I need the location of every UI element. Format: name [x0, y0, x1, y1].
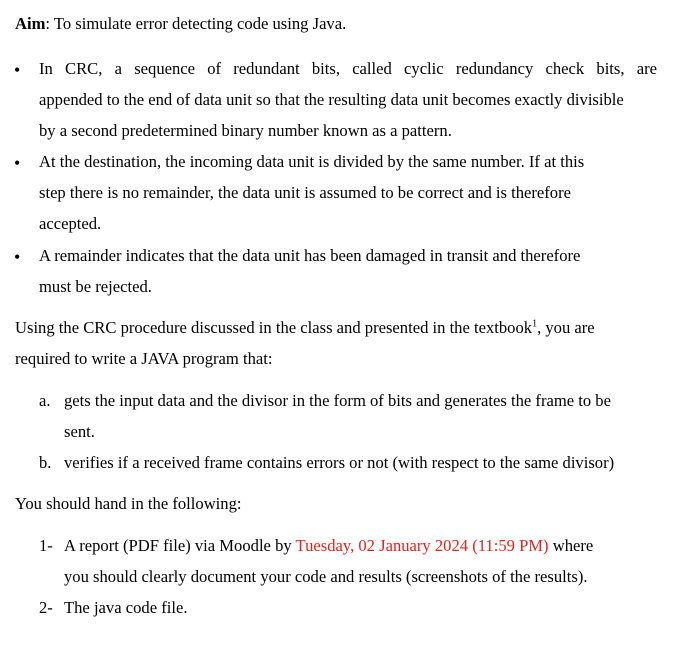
cutoff-text-fragment: [38, 636, 658, 645]
bullet-1-line-2: appended to the end of data unit so that the resulting data unit becomes exactly divisible: [39, 90, 624, 109]
aim-text: : To simulate error detecting code using Java.: [45, 14, 347, 33]
task-b-marker: b.: [39, 453, 52, 472]
aim-label: Aim: [15, 14, 46, 33]
bullet-3-line-2: must be rejected.: [39, 277, 152, 296]
bullet-dot: •: [14, 60, 21, 80]
paragraph-line-2: required to write a JAVA program that:: [15, 349, 273, 368]
task-a-line-2: sent.: [64, 422, 95, 441]
bullet-2-line-3: accepted.: [39, 214, 102, 233]
handin-item-1-end: where: [548, 536, 594, 555]
handin-intro: You should hand in the following:: [15, 494, 242, 513]
handin-item-1-line-1: [64, 536, 593, 556]
handin-item-1-text: A report (PDF file) via Moodle by: [64, 536, 296, 555]
bullet-dot: •: [14, 247, 21, 267]
paragraph-line-1: [15, 318, 595, 338]
task-b-line-1: verifies if a received frame contains errors or not (with respect to the same divisor): [64, 453, 615, 472]
handin-item-1-marker: 1-: [39, 536, 53, 555]
paragraph-line-1-text: Using the CRC procedure discussed in the class and presented in the textbook: [15, 318, 533, 337]
bullet-1-line-3: by a second predetermined binary number known as a pattern.: [39, 121, 452, 140]
paragraph-line-1-end: , you are: [537, 318, 595, 337]
aim-line: [15, 14, 346, 34]
handin-item-2-text: The java code file.: [64, 598, 188, 617]
bullet-dot: •: [14, 153, 21, 173]
bullet-3-line-1: A remainder indicates that the data unit has been damaged in transit and therefore: [39, 246, 581, 265]
bullet-1-line-1: In CRC, a sequence of redundant bits, called cyclic redundancy check bits, are: [39, 59, 657, 78]
deadline-text: Tuesday, 02 January 2024 (11:59 PM): [295, 536, 549, 555]
task-a-line-1: gets the input data and the divisor in the form of bits and generates the frame to be: [64, 391, 611, 410]
footnote-mark: 1: [532, 318, 538, 330]
task-a-marker: a.: [39, 391, 51, 410]
bullet-2-line-2: step there is no remainder, the data unit is assumed to be correct and is therefore: [39, 183, 571, 202]
handin-item-2-marker: 2-: [39, 598, 53, 617]
bullet-2-line-1: At the destination, the incoming data unit is divided by the same number. If at this: [39, 152, 585, 171]
handin-item-1-line-2: you should clearly document your code and results (screenshots of the results).: [64, 567, 588, 586]
